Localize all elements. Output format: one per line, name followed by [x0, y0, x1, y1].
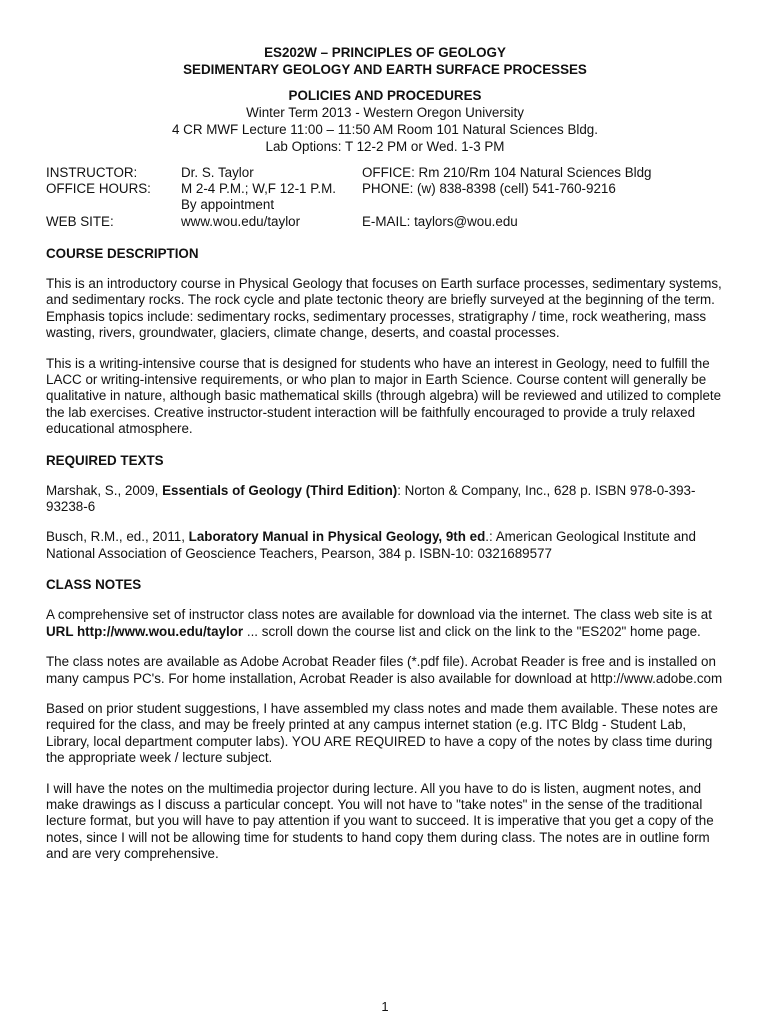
class-notes-p4: I will have the notes on the multimedia projector during lecture. All you have to do is listen, augment notes, and make drawings as I discuss a particular concept. You will not have to "take notes" in the sense of the traditional lecture format, but you will have to pay attention if you want to succeed. It is imperative that you get a copy of the notes, since I will not be allowing time for students to hand copy them during class. The notes are in outline form and are very comprehensive.	[46, 780, 714, 862]
phone: PHONE: (w) 838-8398 (cell) 541-760-9216	[362, 181, 616, 196]
required-text-1	[46, 483, 724, 516]
lecture-line: 4 CR MWF Lecture 11:00 – 11:50 AM Room 101 Natural Sciences Bldg.	[172, 122, 598, 137]
office-hours: M 2-4 P.M.; W,F 12-1 P.M.	[181, 181, 337, 196]
instructor-label: INSTRUCTOR:	[46, 165, 138, 180]
required-texts-heading: REQUIRED TEXTS	[46, 452, 164, 468]
class-notes-p2: The class notes are available as Adobe Acrobat Reader files (*.pdf file). Acrobat Reader is free and is installed on many campus PC's. For home installation, Acrobat Reader is also available for download at http://www.adobe.com	[46, 654, 723, 686]
required-text-2	[46, 529, 724, 562]
lab-line: Lab Options: T 12-2 PM or Wed. 1-3 PM	[265, 139, 505, 154]
class-notes-heading: CLASS NOTES	[46, 577, 142, 593]
document-page	[46, 44, 724, 863]
web-site-label: WEB SITE:	[46, 214, 114, 229]
class-notes-url: URL http://www.wou.edu/taylor	[46, 623, 244, 639]
term-line: Winter Term 2013 - Western Oregon University	[246, 105, 524, 120]
text2-title: Laboratory Manual in Physical Geology, 9th ed	[188, 529, 486, 545]
instructor-name: Dr. S. Taylor	[181, 165, 254, 180]
course-subtitle: SEDIMENTARY GEOLOGY AND EARTH SURFACE PROCESSES	[183, 62, 587, 77]
class-notes-p1-start: A comprehensive set of instructor class notes are available for download via the internet. The class web site is at	[46, 607, 712, 623]
text2-details: .: American Geological Institute and National Association of Geoscience Teachers, Pearson, 384 p. ISBN-10: 0321689577	[46, 529, 696, 561]
instructor-info	[46, 165, 724, 231]
office-hours-label: OFFICE HOURS:	[46, 181, 151, 196]
office-location: OFFICE: Rm 210/Rm 104 Natural Sciences Bldg	[362, 165, 652, 180]
course-description-p1: This is an introductory course in Physical Geology that focuses on Earth surface processes, sedimentary systems, and sedimentary rocks. The rock cycle and plate tectonic theory are briefly surveyed at the beginning of the term. Emphasis topics include: sedimentary rocks, sedimentary processes, stratigraphy / time, rock weathering, mass wasting, rivers, groundwater, glaciers, climate change, deserts, and coastal processes.	[46, 276, 722, 341]
page-number: 1	[381, 999, 389, 1014]
text1-title: Essentials of Geology (Third Edition)	[162, 482, 398, 498]
class-notes-p3: Based on prior student suggestions, I have assembled my class notes and made them available. These notes are required for the class, and may be freely printed at any campus internet station (e.g. ITC Bldg - Student Lab, Library, local department computer labs). YOU ARE REQUIRED to have a copy of the notes by class time during the appropriate week / lecture subject.	[46, 700, 718, 766]
text1-author: Marshak, S., 2009,	[46, 482, 163, 498]
class-notes-p1	[46, 607, 724, 640]
web-site: www.wou.edu/taylor	[181, 214, 301, 229]
text1-details: : Norton & Company, Inc., 628 p. ISBN 978-0-393-93238-6	[46, 482, 696, 515]
class-notes-p1-end: ... scroll down the course list and click on the link to the "ES202" home page.	[243, 623, 701, 639]
course-title: ES202W – PRINCIPLES OF GEOLOGY	[264, 45, 506, 60]
course-description-p2: This is a writing-intensive course that is designed for students who have an interest in Geology, need to fulfill the LACC or writing-intensive requirements, or who plan to major in Earth Science. Course content will generally be qualitative in nature, although basic mathematical skills (through algebra) will be reviewed and utilized to complete the lab exercises. Creative instructor-student interaction will be faithfully encouraged to provide a truly relaxed educational atmosphere.	[46, 355, 722, 437]
office-hours-extra: By appointment	[181, 197, 275, 212]
email: E-MAIL: taylors@wou.edu	[362, 214, 518, 229]
course-description-heading: COURSE DESCRIPTION	[46, 246, 199, 261]
text2-author: Busch, R.M., ed., 2011,	[46, 529, 189, 545]
policies-heading: POLICIES AND PROCEDURES	[288, 88, 482, 103]
